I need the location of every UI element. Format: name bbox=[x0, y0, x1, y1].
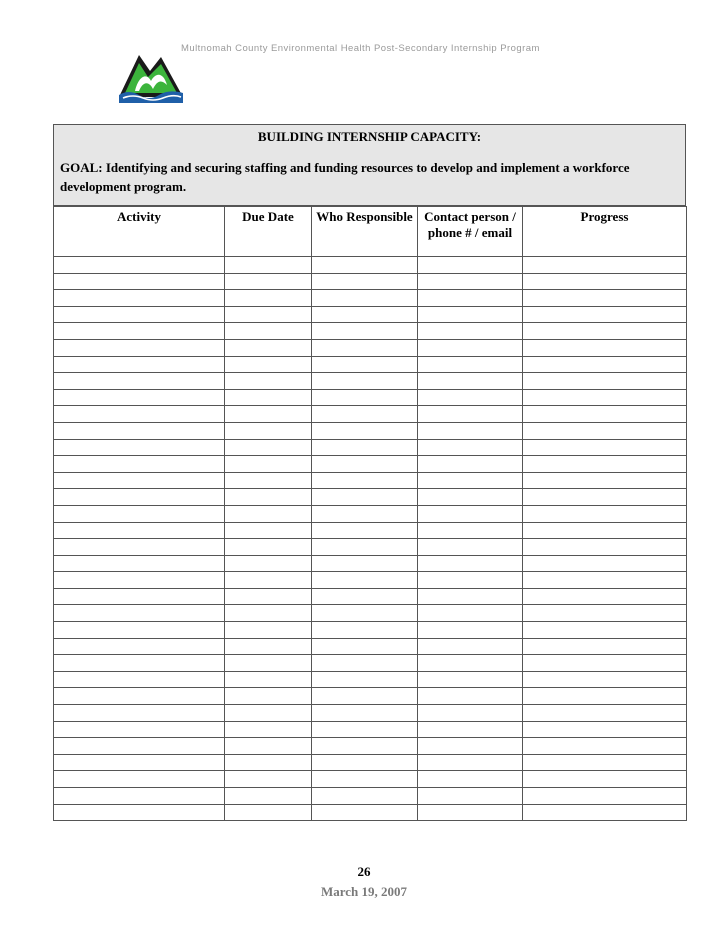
table-cell[interactable] bbox=[418, 339, 523, 356]
table-cell[interactable] bbox=[523, 439, 687, 456]
table-cell[interactable] bbox=[418, 605, 523, 622]
table-cell[interactable] bbox=[418, 572, 523, 589]
table-row bbox=[54, 588, 687, 605]
table-cell[interactable] bbox=[225, 306, 312, 323]
table-cell[interactable] bbox=[54, 389, 225, 406]
table-cell[interactable] bbox=[312, 572, 418, 589]
table-row bbox=[54, 505, 687, 522]
table-cell[interactable] bbox=[312, 373, 418, 390]
table-cell[interactable] bbox=[418, 622, 523, 639]
table-cell[interactable] bbox=[225, 273, 312, 290]
table-cell[interactable] bbox=[523, 290, 687, 307]
table-cell[interactable] bbox=[418, 671, 523, 688]
table-cell[interactable] bbox=[312, 273, 418, 290]
table-cell[interactable] bbox=[54, 306, 225, 323]
table-cell[interactable] bbox=[523, 622, 687, 639]
table-cell[interactable] bbox=[54, 572, 225, 589]
table-cell[interactable] bbox=[54, 323, 225, 340]
table-row bbox=[54, 273, 687, 290]
table-cell[interactable] bbox=[312, 290, 418, 307]
table-cell[interactable] bbox=[312, 555, 418, 572]
table-cell[interactable] bbox=[418, 439, 523, 456]
table-row bbox=[54, 688, 687, 705]
table-row bbox=[54, 605, 687, 622]
table-cell[interactable] bbox=[225, 439, 312, 456]
table-cell[interactable] bbox=[418, 754, 523, 771]
table-row bbox=[54, 257, 687, 274]
table-row bbox=[54, 671, 687, 688]
table-row bbox=[54, 323, 687, 340]
table-cell[interactable] bbox=[523, 688, 687, 705]
table-cell[interactable] bbox=[312, 671, 418, 688]
table-cell[interactable] bbox=[523, 638, 687, 655]
table-cell[interactable] bbox=[54, 721, 225, 738]
table-cell[interactable] bbox=[225, 788, 312, 805]
table-cell[interactable] bbox=[54, 638, 225, 655]
table-cell[interactable] bbox=[312, 456, 418, 473]
table-cell[interactable] bbox=[54, 705, 225, 722]
table-row bbox=[54, 572, 687, 589]
table-cell[interactable] bbox=[225, 671, 312, 688]
table-cell[interactable] bbox=[523, 705, 687, 722]
table-cell[interactable] bbox=[312, 622, 418, 639]
capacity-table bbox=[53, 124, 686, 821]
table-cell[interactable] bbox=[312, 439, 418, 456]
table-cell[interactable] bbox=[225, 638, 312, 655]
table-cell[interactable] bbox=[312, 389, 418, 406]
table-cell[interactable] bbox=[523, 456, 687, 473]
table-cell[interactable] bbox=[225, 389, 312, 406]
table-cell[interactable] bbox=[418, 738, 523, 755]
table-cell[interactable] bbox=[418, 273, 523, 290]
table-cell[interactable] bbox=[418, 588, 523, 605]
table-cell[interactable] bbox=[523, 754, 687, 771]
column-header-progress: Progress bbox=[523, 207, 687, 257]
table-cell[interactable] bbox=[312, 505, 418, 522]
table-cell[interactable] bbox=[225, 339, 312, 356]
table-cell[interactable] bbox=[54, 257, 225, 274]
table-cell[interactable] bbox=[225, 705, 312, 722]
table-cell[interactable] bbox=[523, 373, 687, 390]
table-row bbox=[54, 339, 687, 356]
table-cell[interactable] bbox=[54, 406, 225, 423]
column-header-activity: Activity bbox=[54, 207, 225, 257]
table-cell[interactable] bbox=[523, 588, 687, 605]
table-cell[interactable] bbox=[54, 505, 225, 522]
table-cell[interactable] bbox=[54, 489, 225, 506]
table-row bbox=[54, 754, 687, 771]
table-cell[interactable] bbox=[418, 422, 523, 439]
column-header-who-responsible: Who Responsible bbox=[312, 207, 418, 257]
table-cell[interactable] bbox=[225, 688, 312, 705]
page-number: 26 bbox=[357, 864, 371, 879]
table-cell[interactable] bbox=[54, 804, 225, 821]
column-header-contact: Contact person / phone # / email bbox=[418, 207, 523, 257]
table-cell[interactable] bbox=[312, 705, 418, 722]
table-cell[interactable] bbox=[225, 588, 312, 605]
table-cell[interactable] bbox=[225, 373, 312, 390]
table-cell[interactable] bbox=[523, 389, 687, 406]
table-cell[interactable] bbox=[418, 705, 523, 722]
table-cell[interactable] bbox=[225, 422, 312, 439]
table-cell[interactable] bbox=[312, 489, 418, 506]
table-cell[interactable] bbox=[523, 539, 687, 556]
county-logo bbox=[117, 51, 185, 103]
table-cell[interactable] bbox=[523, 273, 687, 290]
table-cell[interactable] bbox=[225, 605, 312, 622]
table-cell[interactable] bbox=[523, 257, 687, 274]
table-cell[interactable] bbox=[523, 572, 687, 589]
table-cell[interactable] bbox=[225, 472, 312, 489]
table-cell[interactable] bbox=[312, 257, 418, 274]
table-cell[interactable] bbox=[54, 522, 225, 539]
table-cell[interactable] bbox=[225, 290, 312, 307]
table-cell[interactable] bbox=[418, 638, 523, 655]
table-cell[interactable] bbox=[418, 489, 523, 506]
table-cell[interactable] bbox=[523, 788, 687, 805]
table-cell[interactable] bbox=[523, 356, 687, 373]
table-cell[interactable] bbox=[523, 323, 687, 340]
activity-grid bbox=[53, 206, 687, 821]
table-cell[interactable] bbox=[225, 489, 312, 506]
table-cell[interactable] bbox=[312, 339, 418, 356]
table-cell[interactable] bbox=[54, 738, 225, 755]
table-cell[interactable] bbox=[523, 406, 687, 423]
table-cell[interactable] bbox=[312, 588, 418, 605]
table-cell[interactable] bbox=[312, 522, 418, 539]
table-row bbox=[54, 539, 687, 556]
banner-title: BUILDING INTERNSHIP CAPACITY: bbox=[257, 129, 482, 144]
table-cell[interactable] bbox=[312, 738, 418, 755]
table-cell[interactable] bbox=[54, 339, 225, 356]
table-row bbox=[54, 472, 687, 489]
table-cell[interactable] bbox=[312, 804, 418, 821]
table-cell[interactable] bbox=[225, 456, 312, 473]
table-cell[interactable] bbox=[312, 788, 418, 805]
table-cell[interactable] bbox=[225, 771, 312, 788]
header-row bbox=[54, 207, 687, 257]
table-cell[interactable] bbox=[312, 422, 418, 439]
table-row bbox=[54, 456, 687, 473]
table-cell[interactable] bbox=[225, 655, 312, 672]
table-cell[interactable] bbox=[418, 788, 523, 805]
table-cell[interactable] bbox=[418, 539, 523, 556]
table-cell[interactable] bbox=[54, 605, 225, 622]
table-cell[interactable] bbox=[225, 356, 312, 373]
table-cell[interactable] bbox=[54, 588, 225, 605]
table-cell[interactable] bbox=[312, 406, 418, 423]
table-cell[interactable] bbox=[225, 323, 312, 340]
table-row bbox=[54, 738, 687, 755]
table-cell[interactable] bbox=[523, 422, 687, 439]
footer-date: March 19, 2007 bbox=[320, 884, 408, 899]
table-cell[interactable] bbox=[523, 339, 687, 356]
table-cell[interactable] bbox=[312, 638, 418, 655]
table-row bbox=[54, 522, 687, 539]
table-cell[interactable] bbox=[418, 472, 523, 489]
table-cell[interactable] bbox=[312, 721, 418, 738]
table-cell[interactable] bbox=[54, 771, 225, 788]
table-cell[interactable] bbox=[54, 373, 225, 390]
table-cell[interactable] bbox=[225, 721, 312, 738]
table-cell[interactable] bbox=[225, 406, 312, 423]
table-row bbox=[54, 422, 687, 439]
table-row bbox=[54, 638, 687, 655]
table-row bbox=[54, 555, 687, 572]
table-cell[interactable] bbox=[312, 472, 418, 489]
table-cell[interactable] bbox=[418, 555, 523, 572]
table-cell[interactable] bbox=[418, 522, 523, 539]
table-cell[interactable] bbox=[54, 290, 225, 307]
table-cell[interactable] bbox=[523, 472, 687, 489]
table-row bbox=[54, 306, 687, 323]
table-cell[interactable] bbox=[418, 505, 523, 522]
table-cell[interactable] bbox=[54, 472, 225, 489]
table-body bbox=[54, 257, 687, 821]
table-cell[interactable] bbox=[312, 605, 418, 622]
table-cell[interactable] bbox=[54, 356, 225, 373]
table-cell[interactable] bbox=[418, 771, 523, 788]
table-cell[interactable] bbox=[312, 771, 418, 788]
column-header-due-date: Due Date bbox=[225, 207, 312, 257]
table-cell[interactable] bbox=[54, 688, 225, 705]
table-cell[interactable] bbox=[225, 257, 312, 274]
table-cell[interactable] bbox=[523, 505, 687, 522]
table-cell[interactable] bbox=[523, 605, 687, 622]
table-row bbox=[54, 771, 687, 788]
table-cell[interactable] bbox=[523, 738, 687, 755]
table-cell[interactable] bbox=[225, 572, 312, 589]
table-cell[interactable] bbox=[54, 539, 225, 556]
table-cell[interactable] bbox=[312, 323, 418, 340]
table-cell[interactable] bbox=[523, 306, 687, 323]
table-cell[interactable] bbox=[523, 804, 687, 821]
document-header: Multnomah County Environmental Health Post-Secondary Internship Program bbox=[181, 43, 540, 54]
table-cell[interactable] bbox=[523, 555, 687, 572]
table-cell[interactable] bbox=[418, 688, 523, 705]
table-cell[interactable] bbox=[225, 539, 312, 556]
table-cell[interactable] bbox=[54, 273, 225, 290]
table-row bbox=[54, 373, 687, 390]
table-row bbox=[54, 389, 687, 406]
table-cell[interactable] bbox=[418, 406, 523, 423]
table-cell[interactable] bbox=[523, 522, 687, 539]
table-cell[interactable] bbox=[523, 671, 687, 688]
table-cell[interactable] bbox=[418, 323, 523, 340]
table-row bbox=[54, 290, 687, 307]
table-cell[interactable] bbox=[225, 804, 312, 821]
table-cell[interactable] bbox=[418, 655, 523, 672]
table-cell[interactable] bbox=[225, 555, 312, 572]
table-cell[interactable] bbox=[523, 721, 687, 738]
table-cell[interactable] bbox=[418, 257, 523, 274]
table-cell[interactable] bbox=[54, 622, 225, 639]
table-cell[interactable] bbox=[225, 738, 312, 755]
table-cell[interactable] bbox=[418, 356, 523, 373]
table-cell[interactable] bbox=[225, 754, 312, 771]
table-cell[interactable] bbox=[418, 804, 523, 821]
table-cell[interactable] bbox=[312, 754, 418, 771]
table-cell[interactable] bbox=[523, 655, 687, 672]
table-cell[interactable] bbox=[312, 655, 418, 672]
table-row bbox=[54, 356, 687, 373]
table-cell[interactable] bbox=[225, 622, 312, 639]
table-cell[interactable] bbox=[418, 373, 523, 390]
table-row bbox=[54, 489, 687, 506]
table-cell[interactable] bbox=[312, 539, 418, 556]
table-cell[interactable] bbox=[225, 522, 312, 539]
table-row bbox=[54, 406, 687, 423]
table-row bbox=[54, 622, 687, 639]
table-cell[interactable] bbox=[418, 721, 523, 738]
table-banner bbox=[53, 124, 686, 206]
table-row bbox=[54, 721, 687, 738]
table-cell[interactable] bbox=[418, 306, 523, 323]
table-row bbox=[54, 655, 687, 672]
table-cell[interactable] bbox=[54, 655, 225, 672]
table-cell[interactable] bbox=[54, 555, 225, 572]
table-cell[interactable] bbox=[418, 456, 523, 473]
table-row bbox=[54, 788, 687, 805]
table-row bbox=[54, 705, 687, 722]
table-row bbox=[54, 804, 687, 821]
table-cell[interactable] bbox=[523, 771, 687, 788]
table-cell[interactable] bbox=[54, 439, 225, 456]
table-row bbox=[54, 439, 687, 456]
table-cell[interactable] bbox=[312, 306, 418, 323]
table-cell[interactable] bbox=[523, 489, 687, 506]
table-cell[interactable] bbox=[54, 422, 225, 439]
table-cell[interactable] bbox=[54, 788, 225, 805]
table-cell[interactable] bbox=[418, 389, 523, 406]
table-cell[interactable] bbox=[54, 754, 225, 771]
table-cell[interactable] bbox=[312, 356, 418, 373]
table-cell[interactable] bbox=[312, 688, 418, 705]
table-cell[interactable] bbox=[54, 456, 225, 473]
table-cell[interactable] bbox=[225, 505, 312, 522]
table-cell[interactable] bbox=[418, 290, 523, 307]
table-cell[interactable] bbox=[54, 671, 225, 688]
banner-goal: GOAL: Identifying and securing staffing and funding resources to develop and implement a workforce development program. bbox=[60, 160, 630, 194]
